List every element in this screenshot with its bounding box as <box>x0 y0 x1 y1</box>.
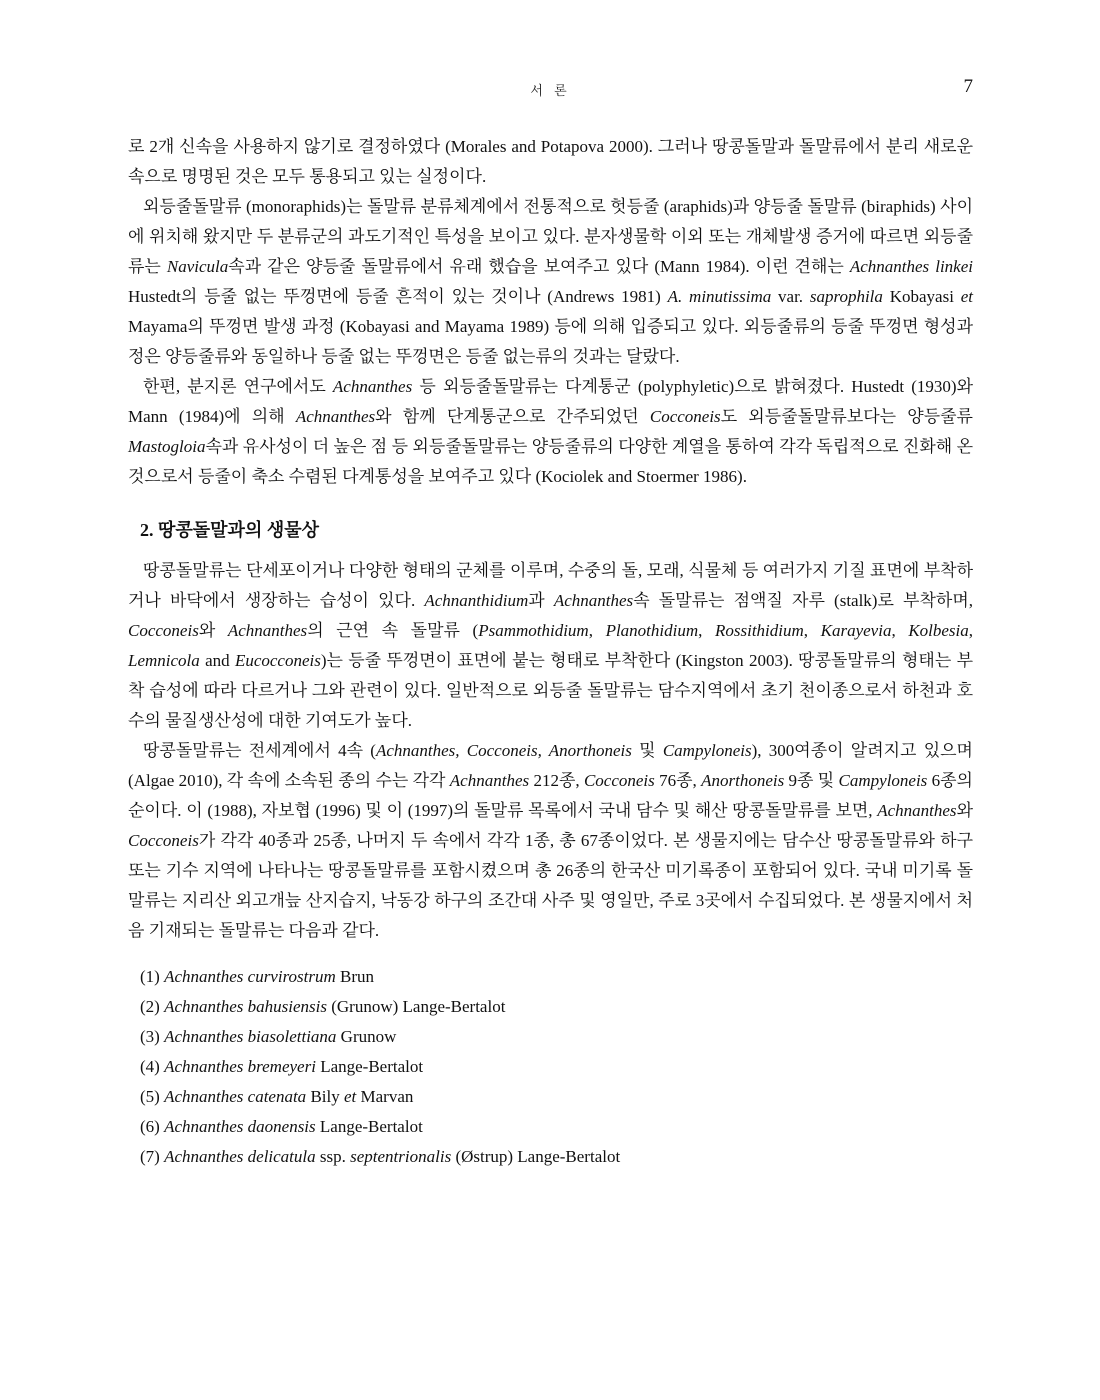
text-run: , <box>803 621 821 640</box>
text-run: (7) <box>140 1147 165 1166</box>
text-run: 와 <box>198 621 228 640</box>
italic-taxon-text: Mastogloia <box>128 437 206 456</box>
italic-taxon-text: Cocconeis <box>128 831 199 850</box>
paragraph <box>128 736 973 946</box>
text-run: )는 등줄 뚜껑면이 표면에 붙는 형태로 부착한다 (Kingston 2003). 땅콩돌말류의 형태는 부착 습성에 따라 다르거나 그와 관련이 있다. 일반적으로 외등줄 돌말류는 담수지역에서 초기 천이종으로서 하천과 호수의 물질생산성에 대한 기여도가 높다. <box>128 651 973 730</box>
text-run: (2) <box>140 997 165 1016</box>
text-run: (5) <box>140 1087 165 1106</box>
species-list-item <box>140 1112 973 1142</box>
italic-taxon-text: Achnanthes catenata <box>164 1087 307 1106</box>
italic-taxon-text: Achnanthes <box>295 407 376 426</box>
text-run: Marvan <box>356 1087 414 1106</box>
text-run: 의 근연 속 돌말류 ( <box>307 621 479 640</box>
italic-taxon-text: et <box>960 287 973 306</box>
text-run: 속과 유사성이 더 높은 점 등 외등줄돌말류는 양등줄류의 다양한 계열을 통하여 각각 독립적으로 진화해 온 것으로서 등줄이 축소 수렴된 다계통성을 보여주고 있다 (Kociolek and Stoermer 1986). <box>128 437 973 486</box>
italic-taxon-text: et <box>343 1087 357 1106</box>
text-run: ssp. <box>315 1147 351 1166</box>
text-run: Lange-Bertalot <box>315 1057 424 1076</box>
text-run: 등 외등줄돌말류는 다계통군 (polyphyletic)으로 밝혀졌다. Hustedt (1930)와 Mann (1984)에 의해 <box>128 377 973 426</box>
text-run: 가 각각 40종과 25종, 나머지 두 속에서 각각 1종, 총 67종이었다. 본 생물지에는 담수산 땅콩돌말류와 하구 또는 기수 지역에 나타나는 땅콩돌말류를 포함시켰으며 총 26종의 한국산 미기록종이 포함되어 있다. 국내 미기록 돌말류는 지리산 외고개늪 산지습지, 낙동강 하구의 조간대 사주 및 영일만, 주로 3곳에서 수집되었다. 본 생물지에서 처음 기재되는 돌말류는 다음과 같다. <box>128 831 973 940</box>
italic-taxon-text: Psammothidium <box>478 621 589 640</box>
italic-taxon-text: Karayevia <box>820 621 892 640</box>
text-run: , <box>968 621 974 640</box>
text-run: 과 <box>528 591 554 610</box>
text-run: (1) <box>140 967 165 986</box>
italic-taxon-text: Achnanthes delicatula <box>164 1147 316 1166</box>
italic-taxon-text: Cocconeis <box>649 407 721 426</box>
running-head-title: 서 론 <box>530 83 571 98</box>
text-run: Hustedt의 등줄 없는 뚜껑면에 등줄 흔적이 있는 것이나 (Andrews 1981) <box>128 287 668 306</box>
paragraph <box>128 192 973 372</box>
text-run: Brun <box>335 967 375 986</box>
species-list-item <box>140 962 973 992</box>
italic-taxon-text: saprophila <box>809 287 883 306</box>
italic-taxon-text: Achnanthes <box>449 771 530 790</box>
italic-taxon-text: Cocconeis <box>583 771 655 790</box>
new-record-species-list <box>140 962 973 1172</box>
italic-taxon-text: Achnanthes bahusiensis <box>164 997 327 1016</box>
italic-taxon-text: Achnanthes biasolettiana <box>164 1027 337 1046</box>
italic-taxon-text: Achnanthes, Cocconeis, Anorthoneis <box>375 741 632 760</box>
species-list-item <box>140 1052 973 1082</box>
text-run: 도 외등줄돌말류보다는 양등줄류 <box>720 407 973 426</box>
italic-taxon-text: Achnanthes <box>877 801 957 820</box>
running-head <box>128 76 973 100</box>
text-run: Bily <box>306 1087 344 1106</box>
italic-taxon-text: Eucocconeis <box>234 651 321 670</box>
page-number: 7 <box>963 76 973 97</box>
text-run: Grunow <box>336 1027 397 1046</box>
text-run: Lange-Bertalot <box>315 1117 423 1136</box>
text-run: 로 2개 신속을 사용하지 않기로 결정하였다 (Morales and Potapova 2000). 그러나 땅콩돌말과 돌말류에서 분리 새로운 속으로 명명된 것은 모두 통용되고 있는 실정이다. <box>128 137 973 186</box>
italic-taxon-text: Achnanthes <box>227 621 308 640</box>
text-run: (3) <box>140 1027 165 1046</box>
text-run: 와 함께 단계통군으로 간주되었던 <box>375 407 650 426</box>
text-run: (6) <box>140 1117 165 1136</box>
species-list-item <box>140 1082 973 1112</box>
section-heading: 2. 땅콩돌말과의 생물상 <box>140 520 319 540</box>
paragraph <box>128 132 973 192</box>
species-list-item <box>140 1022 973 1052</box>
text-run: 땅콩돌말류는 단세포이거나 다양한 형태의 군체를 이루며, 수중의 돌, 모래, 식물체 등 여러가지 기질 표면에 부착하거나 바닥에서 생장하는 습성이 있다. <box>128 561 973 610</box>
italic-taxon-text: Achnanthidium <box>424 591 529 610</box>
text-run: 9종 및 <box>784 771 839 790</box>
paragraph <box>128 372 973 492</box>
italic-taxon-text: Achnanthes <box>332 377 413 396</box>
italic-taxon-text: Achnanthes linkei <box>849 257 973 276</box>
text-run: 및 <box>631 741 663 760</box>
text-run: 와 <box>956 801 973 820</box>
text-run: (Østrup) Lange-Bertalot <box>451 1147 621 1166</box>
text-run: 76종, <box>654 771 702 790</box>
italic-taxon-text: Achnanthes daonensis <box>164 1117 316 1136</box>
italic-taxon-text: Cocconeis <box>128 621 199 640</box>
text-run: 6종의 순이다. 이 (1988), 자보협 (1996) 및 이 (1997)의 돌말류 목록에서 국내 담수 및 해산 땅콩돌말류를 보면, <box>128 771 973 820</box>
italic-taxon-text: Navicula <box>166 257 229 276</box>
italic-taxon-text: Achnanthes <box>553 591 634 610</box>
intro-section <box>128 132 973 492</box>
species-list-item <box>140 1142 973 1172</box>
text-run: ), 300여종이 알려지고 있으며 (Algae 2010), 각 속에 소속된 종의 수는 각각 <box>128 741 973 790</box>
text-run: 속과 같은 양등줄 돌말류에서 유래 했습을 보여주고 있다 (Mann 1984). 이런 견해는 <box>228 257 850 276</box>
italic-taxon-text: Campyloneis <box>838 771 928 790</box>
biota-section <box>128 556 973 946</box>
italic-taxon-text: Achnanthes bremeyeri <box>164 1057 316 1076</box>
text-run: , <box>588 621 606 640</box>
italic-taxon-text: Achnanthes curvirostrum <box>164 967 336 986</box>
text-run: 속 돌말류는 점액질 자루 (stalk)로 부착하며, <box>633 591 973 610</box>
italic-taxon-text: Lemnicola <box>128 651 200 670</box>
species-list-item <box>140 992 973 1022</box>
text-run: 땅콩돌말류는 전세계에서 4속 ( <box>143 741 376 760</box>
italic-taxon-text: septentrionalis <box>350 1147 452 1166</box>
italic-taxon-text: Planothidium <box>605 621 699 640</box>
text-run: 212종, <box>529 771 584 790</box>
text-run: var. <box>771 287 810 306</box>
italic-taxon-text: A. minutissima <box>667 287 772 306</box>
text-run: Mayama의 뚜껑면 발생 과정 (Kobayasi and Mayama 1989) 등에 의해 입증되고 있다. 외등줄류의 등줄 뚜껑면 형성과정은 양등줄류와 동일하나 등줄 없는 뚜껑면은 등줄 없는류의 것과는 달랐다. <box>128 317 973 366</box>
text-run: , <box>698 621 715 640</box>
text-run: (Grunow) Lange-Bertalot <box>326 997 506 1016</box>
text-run: , <box>891 621 909 640</box>
text-run: Kobayasi <box>882 287 961 306</box>
italic-taxon-text: Campyloneis <box>662 741 752 760</box>
body-text <box>128 132 973 1172</box>
text-run: and <box>199 651 235 670</box>
text-run: 한편, 분지론 연구에서도 <box>143 377 333 396</box>
text-run: 외등줄돌말류 (monoraphids)는 돌말류 분류체계에서 전통적으로 헛등줄 (araphids)과 양등줄 돌말류 (biraphids) 사이에 위치해 왔지만 두 분류군의 과도기적인 특성을 보이고 있다. 분자생물학 이외 또는 개체발생 증거에 따르면 외등줄류는 <box>128 197 973 276</box>
paragraph <box>128 556 973 736</box>
text-run: (4) <box>140 1057 165 1076</box>
italic-taxon-text: Kolbesia <box>908 621 969 640</box>
italic-taxon-text: Anorthoneis <box>701 771 785 790</box>
italic-taxon-text: Rossithidium <box>714 621 804 640</box>
